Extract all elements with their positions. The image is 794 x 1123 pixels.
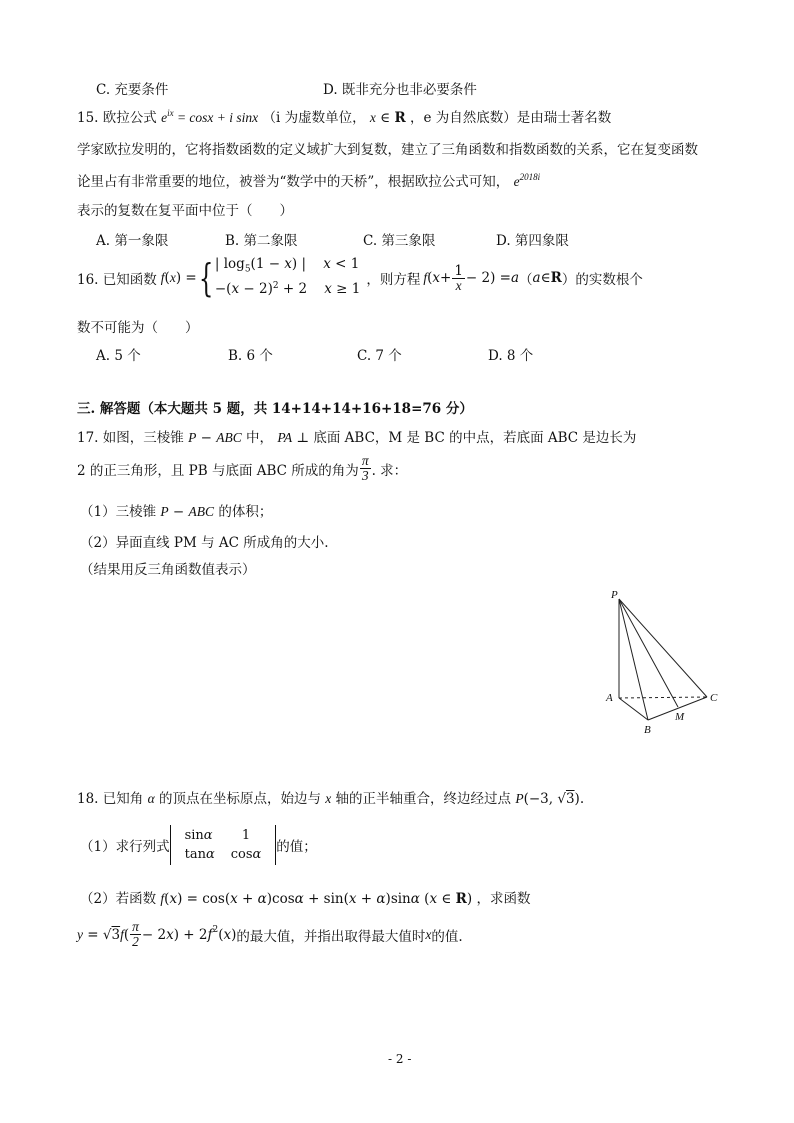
q18-line3: y = √ 3 f ( $\frac{\pi}{2}$ − 2 x ) + 2 f 2 ( x ) 的最大值，并指出取得最大值时 x 的值. [77,919,463,949]
q14-option-c: C. 充要条件 [96,82,169,98]
q16-line1: 16. 已知函数 f ( x ) = { | $\log_5(1 - x)$ | x < 1 $-(x - 2)^2 + 2$ x ≥ 1 ，则方程 f ( x + $\frac{1}{x}$ − 2) = a （ a ∈ R ）的实数根个 [77,256,643,300]
label-m: M [675,711,685,723]
q17-note: （结果用反三角函数值表示） [80,562,256,578]
section-heading: 三. 解答题（本大题共 5 题，共 14+14+14+16+18=76 分） [77,401,473,417]
euler-formula: $e^{ix} = \cos x + i$ sinx [161,108,259,125]
piecewise-cases: | $\log_5(1 - x)$ | x < 1 $-(x - 2)^2 + 2$ x ≥ 1 [214,256,361,297]
edge-pm [619,599,678,707]
q15-line3 [77,170,540,190]
label-p: P [611,589,618,601]
q15-option-a: A. 第一象限 [96,233,169,249]
q16-mid: ，则方程 [366,272,421,288]
determinant: sinα 1 tanα cosα [170,825,277,865]
pyramid-name: P [188,430,197,445]
q18-part1 [80,825,317,865]
q18-lead: 18. 已知角 [77,791,144,807]
q16-option-d: D. 8 个 [488,348,534,364]
q18-part2b: ，求函数 [476,891,531,907]
frac-pi-over-2: $\frac{\pi}{2}$ [132,919,139,949]
q17-lead: 17. 如图，三棱锥 [77,430,184,446]
label-a: A [606,692,613,704]
target-function: y [77,926,83,942]
q15-option-b: B. 第二象限 [225,233,298,249]
edge-ac-hidden [619,697,707,698]
q16-tail: （ [519,272,533,288]
q16-option-c: C. 7 个 [357,348,402,364]
q17-part1b: 的体积； [218,504,273,520]
q15-lead: 15. 欧拉公式 [77,110,157,126]
q17-part1: （1）三棱锥 P − ABC 的体积； [80,504,273,520]
q15-line2: 学家欧拉发明的，它将指数函数的定义域扩大到复数，建立了三角函数和指数函数的关系，它在复变函数 [77,142,698,158]
q16-line2: 数不可能为（ ） [77,320,199,336]
q17-t2: 底面 ABC，M 是 BC 的中点，若底面 ABC 是边长为 [313,430,637,446]
q16-tail2: ）的实数根个 [561,272,643,288]
q18-line3-text: 的最大值，并指出取得最大值时 [236,928,426,945]
pyramid-figure [596,585,731,745]
q16-option-a: A. 5 个 [96,348,141,364]
q15-line3-text: 论里占有非常重要的地位，被誉为“数学中的天桥”，根据欧拉公式可知， [77,174,510,190]
q18-t1: 的顶点在坐标原点，始边与 [158,791,321,807]
label-c: C [710,692,718,704]
q15-note1: （i 为虚数单位， [262,110,366,126]
q18-part2: （2）若函数 f(x) = cos(x + α)cosα + sin(x + α)sinα (x ∈ R) ，求函数 [80,891,531,907]
q18-line1: 18. 已知角 α 的顶点在坐标原点，始边与 x 轴的正半轴重合，终边经过点 P(−3, √3). [77,791,585,807]
q16-lead: 16. 已知函数 [77,272,157,288]
equation: f [423,270,428,285]
q18-t2: 轴的正半轴重合，终边经过点 [335,791,512,807]
q18-part2a: （2）若函数 [80,891,157,907]
q18-line3b: 的值. [431,928,463,945]
q15-note2: ，e 为自然底数）是由瑞士著名数 [409,110,612,126]
e-2018i: $e^{2018i}$ [513,172,541,189]
q15-line1: 15. 欧拉公式 $e^{ix} = \cos x + i$ sinx （i 为虚数单位， x ∈ R ，e 为自然底数）是由瑞士著名数 [77,108,612,126]
q15-option-c: C. 第三象限 [363,233,436,249]
piecewise-brace: { [198,256,214,300]
q17-part1a: （1）三棱锥 [80,504,157,520]
q17-t1: 中， [246,430,274,446]
q17-line2 [77,454,407,483]
x-in-r: x [369,110,376,125]
q15-line4: 表示的复数在复平面中位于（ ） [77,203,293,219]
q17-line1: 17. 如图，三棱锥 P − ABC 中， PA ⊥ 底面 ABC，M 是 BC 的中点，若底面 ABC 是边长为 [77,430,637,446]
edge-pc [619,599,707,697]
q16-option-b: B. 6 个 [228,348,273,364]
q18-part1a: （1）求行列式 [80,839,170,855]
frac-1-over-x: $\frac{1}{x}$ [454,262,463,293]
page-number: - 2 - [388,1052,412,1066]
label-b: B [644,724,651,736]
q14-option-d: D. 既非充分也非必要条件 [323,82,477,98]
q17-part2: （2）异面直线 PM 与 AC 所成角的大小. [80,535,329,551]
q17-line2a: 2 的正三角形，且 PB 与底面 ABC 所成的角为 [77,462,359,479]
q15-option-d: D. 第四象限 [496,233,569,249]
q17-line2b: . 求： [371,462,408,479]
frac-pi-over-3: $\frac{\pi}{3}$ [361,453,369,483]
q18-part1b: 的值； [276,839,317,855]
piecewise-fx: f [160,270,165,285]
